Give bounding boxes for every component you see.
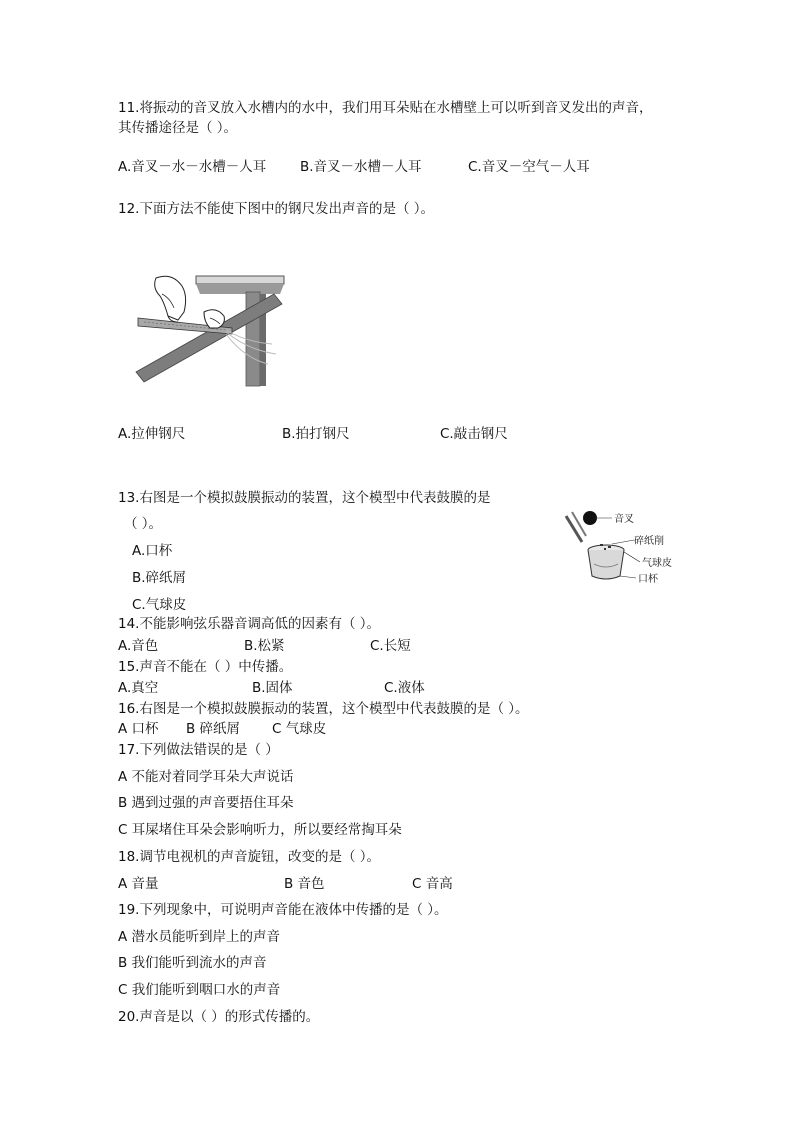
q15-option-a: A.真空 (118, 680, 159, 696)
q16-option-b: B 碎纸屑 (186, 721, 241, 737)
q11-option-a: A.音叉－水－水槽－人耳 (118, 159, 267, 175)
q11-option-c: C.音叉－空气－人耳 (468, 159, 590, 175)
q19-option-c: C 我们能听到咽口水的声音 (118, 982, 281, 998)
q13-stem-line1: 13.右图是一个模拟鼓膜振动的装置，这个模型中代表鼓膜的是 (118, 490, 491, 506)
figure-label-cup: 口杯 (638, 574, 658, 585)
steel-ruler-figure (134, 272, 286, 388)
q11-stem-line1: 11.将振动的音叉放入水槽内的水中，我们用耳朵贴在水槽壁上可以听到音叉发出的声音， (118, 100, 653, 116)
q15-option-b: B.固体 (252, 680, 293, 696)
q14-option-a: A.音色 (118, 638, 159, 654)
q16-option-c: C 气球皮 (272, 721, 327, 737)
q12-stem: 12.下面方法不能使下图中的钢尺发出声音的是（ ）。 (118, 201, 435, 217)
q17-option-c: C 耳屎堵住耳朵会影响听力，所以要经常掏耳朵 (118, 822, 402, 838)
q13-stem-line2: （ ）。 (124, 516, 163, 532)
q12-option-b: B.拍打钢尺 (282, 426, 350, 442)
q14-option-c: C.长短 (370, 638, 411, 654)
q13-option-a: A.口杯 (132, 543, 173, 559)
eardrum-model-figure (562, 504, 682, 590)
q13-option-c: C.气球皮 (132, 597, 187, 613)
q13-option-b: B.碎纸屑 (132, 570, 187, 586)
q17-option-b: B 遇到过强的声音要捂住耳朵 (118, 795, 294, 811)
q16-stem: 16.右图是一个模拟鼓膜振动的装置，这个模型中代表鼓膜的是（ ）。 (118, 701, 529, 717)
q15-option-c: C.液体 (384, 680, 425, 696)
q18-option-b: B 音色 (284, 876, 325, 892)
q15-stem: 15.声音不能在（ ）中传播。 (118, 659, 293, 675)
q14-stem: 14.不能影响弦乐器音调高低的因素有（ ）。 (118, 616, 381, 632)
q17-stem: 17.下列做法错误的是（ ） (118, 742, 279, 758)
q19-stem: 19.下列现象中，可说明声音能在液体中传播的是（ ）。 (118, 902, 448, 918)
figure-label-balloon-skin: 气球皮 (642, 558, 672, 569)
figure-label-tuning-fork: 音叉 (614, 514, 634, 525)
q18-option-a: A 音量 (118, 876, 159, 892)
q20-stem: 20.声音是以（ ）的形式传播的。 (118, 1009, 320, 1025)
q12-option-a: A.拉伸钢尺 (118, 426, 186, 442)
q19-option-b: B 我们能听到流水的声音 (118, 955, 267, 971)
figure-label-paper-scraps: 碎纸削 (634, 536, 664, 547)
q18-option-c: C 音高 (412, 876, 453, 892)
q18-stem: 18.调节电视机的声音旋钮，改变的是（ ）。 (118, 849, 381, 865)
q19-option-a: A 潜水员能听到岸上的声音 (118, 929, 281, 945)
q11-option-b: B.音叉－水槽－人耳 (300, 159, 422, 175)
q17-option-a: A 不能对着同学耳朵大声说话 (118, 769, 294, 785)
q14-option-b: B.松紧 (244, 638, 285, 654)
q16-option-a: A 口杯 (118, 721, 159, 737)
q12-option-c: C.敲击钢尺 (440, 426, 508, 442)
q11-stem-line2: 其传播途径是（ ）。 (118, 120, 238, 136)
